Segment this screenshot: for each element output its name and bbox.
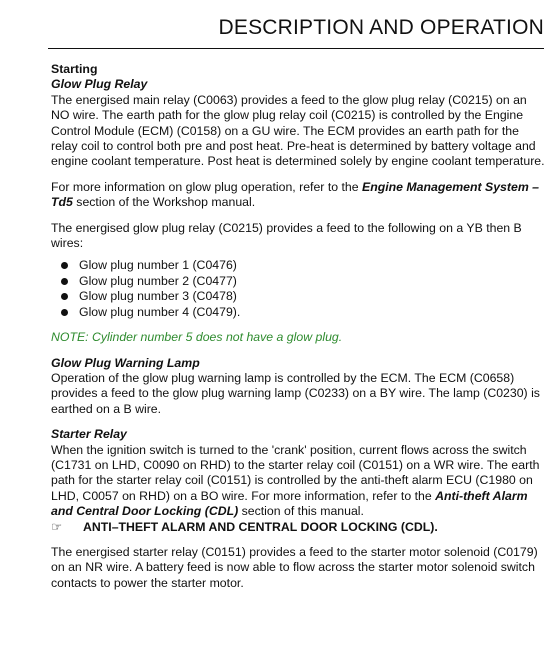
starter-relay-text: When the ignition switch is turned to the 'crank' position, current flows across the switch (C1731 on LHD, C0090 on RHD) to the starter relay coil (C0151) on a WR wire. The earth path for the starter relay coil (C0151) is controlled by the anti-theft alarm ECU (C1980 on LHD, C0057 on RHD) on a BO wire. For more information, refer to the <box>51 442 540 503</box>
reference-text: For more information on glow plug operation, refer to the <box>51 179 363 194</box>
list-item-text: Glow plug number 1 (C0476) <box>79 258 237 273</box>
cross-reference[interactable] <box>51 520 546 535</box>
list-item <box>51 258 546 273</box>
anti-theft-link[interactable]: Anti-theft Alarm and Central Door Locking (CDL) <box>51 488 528 519</box>
reference-text-end: section of the Workshop manual. <box>72 195 256 210</box>
note-text: NOTE: Cylinder number 5 does not have a glow plug. <box>51 330 343 345</box>
list-item-text: Glow plug number 4 (C0479). <box>79 304 241 319</box>
bullet-icon <box>61 278 68 285</box>
subheading-glow-plug-relay: Glow Plug Relay <box>51 77 148 92</box>
starter-motor-paragraph: The energised starter relay (C0151) provides a feed to the starter motor solenoid (C0179) on an NR wire. A battery feed is now able to flow across the starter motor solenoid switch contacts to power the starter motor. <box>51 544 538 590</box>
bullet-icon <box>61 309 68 316</box>
list-item-text: Glow plug number 2 (C0477) <box>79 273 237 288</box>
pointing-hand-icon: ☞ <box>51 519 63 534</box>
section-title-starting: Starting <box>51 62 98 76</box>
document-body <box>51 62 546 591</box>
glow-plug-reference-paragraph <box>51 180 546 211</box>
page-header-title: DESCRIPTION AND OPERATION <box>218 16 544 39</box>
list-item <box>51 305 546 320</box>
glow-plug-list <box>51 258 546 320</box>
glow-plug-feed-paragraph: The energised glow plug relay (C0215) provides a feed to the following on a YB then B wires: <box>51 220 522 251</box>
bullet-icon <box>61 262 68 269</box>
starter-relay-text-end: section of this manual. <box>238 504 364 519</box>
list-item <box>51 289 546 304</box>
glow-plug-relay-paragraph: The energised main relay (C0063) provides a feed to the glow plug relay (C0215) on an NO wire. The earth path for the glow plug relay coil (C0215) is controlled by the Engine Control Module (ECM) (C0158) on a GU wire. The ECM provides an earth path for the relay coil to control both pre and post heat. Pre-heat is determined by battery voltage and engine coolant temperature. Post heat is determined solely by engine coolant temperature. <box>51 92 545 169</box>
starter-relay-paragraph <box>51 443 546 520</box>
subheading-starter-relay: Starter Relay <box>51 427 127 442</box>
list-item <box>51 274 546 289</box>
subheading-warning-lamp: Glow Plug Warning Lamp <box>51 355 200 370</box>
engine-management-link[interactable]: Engine Management System – Td5 <box>51 179 540 210</box>
cross-reference-text: ANTI–THEFT ALARM AND CENTRAL DOOR LOCKING (CDL). <box>83 519 438 534</box>
header-divider <box>48 48 544 49</box>
warning-lamp-paragraph: Operation of the glow plug warning lamp is controlled by the ECM. The ECM (C0658) provides a feed to the glow plug warning lamp (C0233) on a BY wire. The lamp (C0230) is earthed on a B wire. <box>51 370 540 416</box>
bullet-icon <box>61 293 68 300</box>
list-item-text: Glow plug number 3 (C0478) <box>79 289 237 304</box>
